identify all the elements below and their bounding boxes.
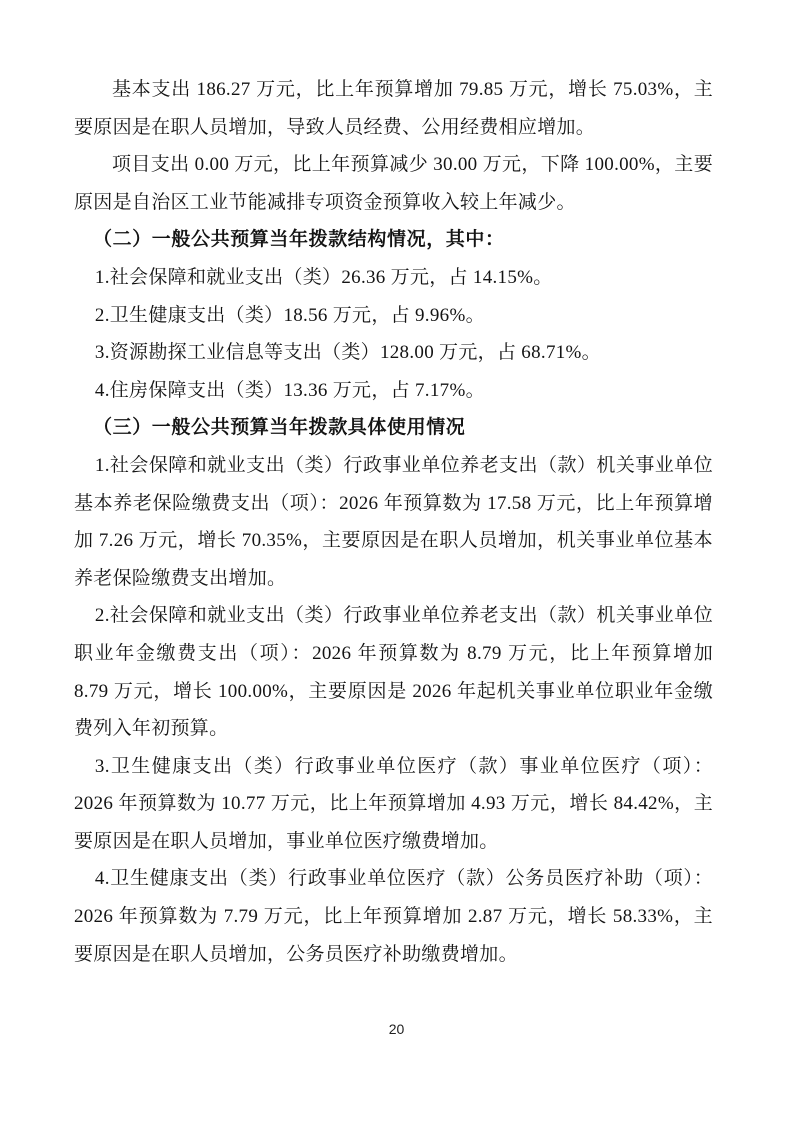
document-body <box>74 71 713 973</box>
item-resource-exploration-industry-info: 3.资源勘探工业信息等支出（类）128.00 万元，占 68.71%。 <box>94 342 601 364</box>
item-civil-servant-medical-subsidy: 4.卫生健康支出（类）行政事业单位医疗（款）公务员医疗补助（项）：2026 年预算数为 7.79 万元，比上年预算增加 2.87 万元，增长 58.33%，主要原因是在职人员增加，公务员医疗补助缴费增加。 <box>74 868 713 965</box>
item-occupational-annuity-contribution: 2.社会保障和就业支出（类）行政事业单位养老支出（款）机关事业单位职业年金缴费支出（项）：2026 年预算数为 8.79 万元，比上年预算增加 8.79 万元，增长 100.00%，主要原因是 2026 年起机关事业单位职业年金缴费列入年初预算。 <box>74 605 713 740</box>
item-social-security-employment: 1.社会保障和就业支出（类）26.36 万元，占 14.15%。 <box>94 266 553 288</box>
item-institution-medical: 3.卫生健康支出（类）行政事业单位医疗（款）事业单位医疗（项）：2026 年预算数为 10.77 万元，比上年预算增加 4.93 万元，增长 84.42%，主要原因是在职人员增加，事业单位医疗缴费增加。 <box>74 755 713 852</box>
heading-section-3-allocation-usage: （三）一般公共预算当年拨款具体使用情况 <box>93 417 466 439</box>
para-project-expenditure: 项目支出 0.00 万元，比上年预算减少 30.00 万元，下降 100.00%，主要原因是自治区工业节能减排专项资金预算收入较上年减少。 <box>74 154 713 213</box>
heading-section-2-allocation-structure: （二）一般公共预算当年拨款结构情况，其中： <box>93 229 505 251</box>
para-basic-expenditure: 基本支出 186.27 万元，比上年预算增加 79.85 万元，增长 75.03%，主要原因是在职人员增加，导致人员经费、公用经费相应增加。 <box>74 79 713 138</box>
item-basic-pension-contribution: 1.社会保障和就业支出（类）行政事业单位养老支出（款）机关事业单位基本养老保险缴费支出（项）：2026 年预算数为 17.58 万元，比上年预算增加 7.26 万元，增长 70.35%，主要原因是在职人员增加，机关事业单位基本养老保险缴费支出增加。 <box>74 454 713 589</box>
page-number: 20 <box>388 1021 405 1037</box>
item-health: 2.卫生健康支出（类）18.56 万元，占 9.96%。 <box>94 304 485 326</box>
item-housing-security: 4.住房保障支出（类）13.36 万元，占 7.17%。 <box>94 379 485 401</box>
